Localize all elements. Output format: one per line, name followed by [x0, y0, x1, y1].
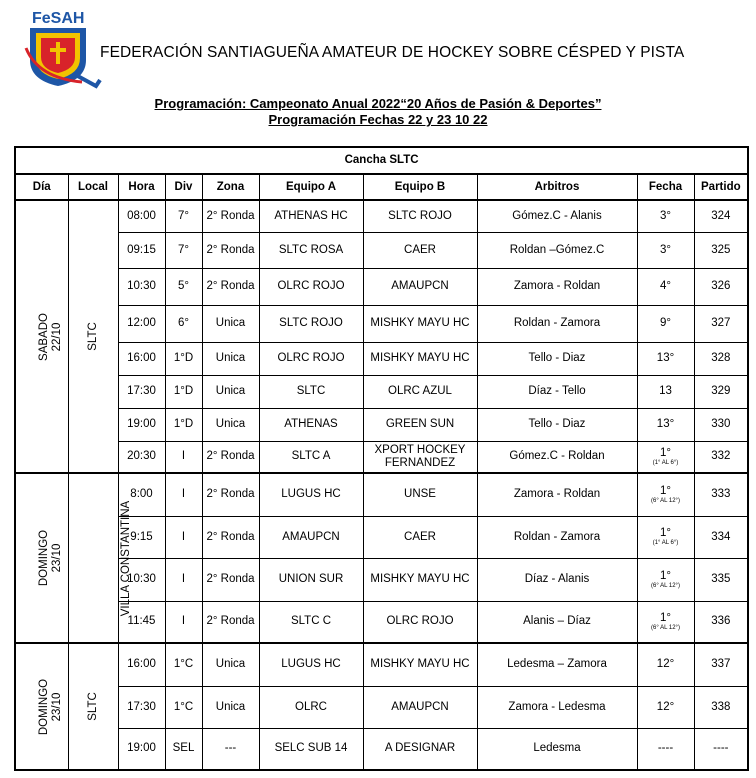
hora-text: 19:00 — [127, 418, 156, 430]
arbitros-text: Díaz - Tello — [528, 385, 586, 397]
arbitros-cell — [477, 516, 637, 558]
zona-cell — [202, 728, 259, 770]
fecha-text: 1° — [660, 611, 671, 624]
partido-cell — [694, 200, 748, 232]
hora-text: 10:30 — [127, 280, 156, 292]
arbitros-cell — [477, 375, 637, 408]
arbitros-cell — [477, 728, 637, 770]
equipo-b-text: MISHKY MAYU HC — [370, 317, 470, 329]
schedule-table — [14, 146, 749, 771]
fecha-cell — [637, 516, 694, 558]
hora-cell — [118, 342, 165, 375]
hora-text: 11:45 — [127, 615, 156, 628]
arbitros-cell — [477, 441, 637, 473]
partido-text: 336 — [711, 615, 731, 628]
equipo-b-cell — [363, 516, 477, 558]
equipo-a-text: SLTC ROSA — [278, 243, 344, 256]
fecha-text: 12° — [656, 700, 675, 713]
equipo-b-text: CAER — [404, 530, 436, 543]
fecha-cell — [637, 305, 694, 342]
div-text: 1°C — [173, 658, 194, 671]
zona-cell — [202, 342, 259, 375]
arbitros-cell — [477, 558, 637, 601]
local-label: SLTC — [86, 692, 99, 721]
partido-cell — [694, 686, 748, 728]
fecha-text: 1° — [660, 569, 671, 582]
hora-text: 08:00 — [127, 209, 156, 222]
table-row — [15, 441, 748, 473]
local-label: SLTC — [86, 322, 99, 351]
equipo-b-text: CAER — [404, 243, 436, 256]
arbitros-text: Ledesma — [533, 742, 581, 755]
fecha-text: 1° — [660, 484, 671, 497]
zona-text: 2° Ronda — [206, 573, 255, 585]
zona-text: Unica — [215, 385, 246, 397]
table-row — [15, 375, 748, 408]
arbitros-text: Zamora - Ledesma — [508, 700, 606, 713]
equipo-b-text: MISHKY MAYU HC — [370, 573, 470, 585]
zona-text: 2° Ronda — [206, 209, 255, 222]
arbitros-cell — [477, 342, 637, 375]
zona-text: 2° Ronda — [206, 615, 255, 628]
arbitros-text: Gómez.C - Alanis — [512, 209, 602, 222]
hora-text: 09:15 — [127, 243, 156, 256]
equipo-b-text: MISHKY MAYU HC — [370, 352, 470, 364]
equipo-a-cell — [259, 601, 363, 643]
equipo-b-cell — [363, 342, 477, 375]
equipo-a-text: ATHENAS — [284, 418, 338, 430]
column-header: Div — [165, 174, 202, 200]
table-row — [15, 305, 748, 342]
fecha-cell — [637, 686, 694, 728]
arbitros-cell — [477, 473, 637, 516]
hora-cell — [118, 728, 165, 770]
equipo-b-cell — [363, 728, 477, 770]
table-row — [15, 200, 748, 232]
hora-text: 17:30 — [127, 385, 156, 397]
fecha-text: ---- — [657, 742, 674, 755]
equipo-b-cell — [363, 232, 477, 268]
div-cell — [165, 268, 202, 305]
hora-text: 10:30 — [127, 573, 156, 585]
div-cell — [165, 408, 202, 441]
arbitros-text: Roldan –Gómez.C — [509, 243, 605, 256]
equipo-a-text: SLTC — [296, 385, 326, 397]
fecha-text: 1° — [660, 527, 671, 539]
div-cell — [165, 728, 202, 770]
equipo-b-text: XPORT HOCKEY FERNANDEZ — [374, 443, 466, 469]
div-text: 6° — [178, 317, 189, 329]
equipo-a-text: AMAUPCN — [282, 530, 340, 543]
schedule-body — [15, 200, 748, 770]
hora-cell — [118, 408, 165, 441]
partido-cell — [694, 342, 748, 375]
equipo-a-cell — [259, 558, 363, 601]
partido-cell — [694, 268, 748, 305]
equipo-b-text: UNSE — [404, 488, 436, 501]
zona-text: 2° Ronda — [206, 243, 255, 256]
partido-cell — [694, 558, 748, 601]
div-cell — [165, 643, 202, 686]
hora-text: 19:00 — [127, 742, 156, 755]
fecha-text: 3° — [660, 243, 671, 256]
arbitros-cell — [477, 268, 637, 305]
local-cell — [68, 473, 132, 643]
arbitros-cell — [477, 305, 637, 342]
fecha-text: 3° — [660, 209, 671, 222]
zona-cell — [202, 200, 259, 232]
table-row — [15, 728, 748, 770]
equipo-a-cell — [259, 473, 363, 516]
fecha-cell — [637, 728, 694, 770]
fecha-note: (6° AL 12°) — [651, 624, 680, 631]
local-label: VILLA CONSTANTINA — [119, 500, 132, 616]
local-cell — [68, 643, 118, 770]
equipo-a-cell — [259, 728, 363, 770]
equipo-b-text: AMAUPCN — [391, 280, 449, 292]
fecha-cell — [637, 268, 694, 305]
equipo-b-text: GREEN SUN — [385, 418, 455, 430]
zona-text: Unica — [215, 317, 246, 329]
table-row — [15, 268, 748, 305]
title-line-2: Programación Fechas 22 y 23 10 22 — [268, 112, 488, 127]
div-cell — [165, 473, 202, 516]
fecha-note: (1° AL 6°) — [652, 540, 679, 546]
arbitros-cell — [477, 686, 637, 728]
cancha-header: Cancha SLTC — [15, 147, 748, 174]
equipo-a-text: SELC SUB 14 — [274, 742, 348, 755]
partido-cell — [694, 643, 748, 686]
column-header: Arbitros — [477, 174, 637, 200]
equipo-b-cell — [363, 686, 477, 728]
div-cell — [165, 375, 202, 408]
div-text: I — [181, 488, 186, 501]
arbitros-text: Roldan - Zamora — [513, 317, 601, 329]
div-text: 1°C — [173, 700, 194, 713]
zona-text: Unica — [215, 658, 246, 671]
table-row — [15, 342, 748, 375]
hora-text: 16:00 — [127, 658, 156, 671]
fecha-text: 1° — [660, 446, 671, 459]
title-line-1: Programación: Campeonato Anual 2022“20 Años de Pasión & Deportes” — [154, 96, 602, 111]
hora-text: 17:30 — [127, 700, 156, 713]
hora-cell — [118, 305, 165, 342]
zona-text: Unica — [215, 352, 246, 364]
arbitros-text: Roldan - Zamora — [513, 530, 601, 543]
div-text: I — [181, 450, 186, 463]
equipo-b-cell — [363, 473, 477, 516]
partido-text: 329 — [711, 385, 731, 397]
partido-text: 338 — [711, 700, 731, 713]
column-header: Fecha — [637, 174, 694, 200]
column-header: Equipo B — [363, 174, 477, 200]
zona-text: Unica — [215, 700, 246, 713]
partido-text: 335 — [711, 573, 731, 585]
fecha-text: 13° — [656, 352, 675, 364]
partido-text: 326 — [711, 280, 731, 292]
dia-label: DOMINGO 23/10 — [38, 529, 63, 587]
column-header: Día — [15, 174, 68, 200]
div-text: 1°D — [173, 418, 194, 430]
equipo-b-cell — [363, 441, 477, 473]
dia-label: SABADO 22/10 — [38, 312, 63, 361]
equipo-a-text: UNION SUR — [278, 573, 344, 585]
div-text: 1°D — [173, 385, 194, 397]
equipo-a-cell — [259, 342, 363, 375]
fecha-cell — [637, 643, 694, 686]
partido-text: ---- — [713, 742, 729, 755]
zona-text: 2° Ronda — [206, 530, 255, 543]
equipo-b-cell — [363, 200, 477, 232]
table-row — [15, 643, 748, 686]
div-cell — [165, 342, 202, 375]
fecha-text: 13 — [659, 385, 672, 397]
equipo-a-cell — [259, 516, 363, 558]
equipo-b-cell — [363, 558, 477, 601]
partido-text: 324 — [711, 209, 731, 222]
partido-cell — [694, 232, 748, 268]
equipo-a-text: LUGUS HC — [281, 658, 341, 671]
partido-cell — [694, 408, 748, 441]
table-row — [15, 232, 748, 268]
fecha-cell — [637, 473, 694, 516]
hora-text: 16:00 — [127, 352, 156, 364]
arbitros-text: Zamora - Roldan — [513, 488, 601, 501]
document-titles — [0, 96, 756, 128]
equipo-b-text: OLRC ROJO — [386, 615, 454, 628]
equipo-b-text: SLTC ROJO — [388, 209, 452, 222]
partido-text: 325 — [711, 243, 731, 256]
fecha-cell — [637, 375, 694, 408]
hora-cell — [118, 268, 165, 305]
equipo-a-cell — [259, 408, 363, 441]
equipo-a-cell — [259, 305, 363, 342]
equipo-a-text: SLTC A — [291, 450, 331, 463]
equipo-b-cell — [363, 268, 477, 305]
arbitros-cell — [477, 643, 637, 686]
div-cell — [165, 601, 202, 643]
fecha-cell — [637, 408, 694, 441]
zona-cell — [202, 643, 259, 686]
zona-cell — [202, 473, 259, 516]
hora-text: 12:00 — [127, 317, 156, 329]
table-row — [15, 686, 748, 728]
equipo-b-text: OLRC AZUL — [388, 385, 452, 397]
equipo-b-text: MISHKY MAYU HC — [370, 658, 470, 671]
partido-cell — [694, 305, 748, 342]
header — [0, 0, 756, 95]
fecha-cell — [637, 601, 694, 643]
partido-text: 327 — [711, 317, 731, 329]
partido-text: 337 — [711, 658, 731, 671]
div-text: 5° — [178, 280, 189, 292]
equipo-a-cell — [259, 375, 363, 408]
equipo-a-cell — [259, 643, 363, 686]
div-text: I — [181, 615, 186, 628]
div-cell — [165, 200, 202, 232]
equipo-a-cell — [259, 686, 363, 728]
zona-cell — [202, 375, 259, 408]
partido-cell — [694, 728, 748, 770]
equipo-a-text: OLRC ROJO — [277, 352, 345, 364]
table-row — [15, 408, 748, 441]
equipo-b-text: A DESIGNAR — [384, 742, 456, 755]
arbitros-text: Díaz - Alanis — [524, 573, 590, 585]
hora-cell — [118, 441, 165, 473]
fecha-cell — [637, 200, 694, 232]
fecha-cell — [637, 558, 694, 601]
div-text: 1°D — [173, 352, 194, 364]
partido-cell — [694, 441, 748, 473]
fecha-text: 12° — [656, 658, 675, 671]
hora-cell — [118, 686, 165, 728]
column-header: Zona — [202, 174, 259, 200]
zona-text: Unica — [215, 418, 246, 430]
equipo-b-cell — [363, 601, 477, 643]
column-header: Hora — [118, 174, 165, 200]
div-text: I — [181, 573, 186, 585]
fecha-text: 4° — [660, 280, 671, 292]
equipo-a-text: ATHENAS HC — [274, 209, 348, 222]
arbitros-text: Tello - Diaz — [528, 418, 586, 430]
zona-text: --- — [224, 742, 237, 755]
zona-cell — [202, 558, 259, 601]
partido-cell — [694, 516, 748, 558]
equipo-b-text: AMAUPCN — [391, 700, 449, 713]
fecha-note: (6° AL 12°) — [651, 582, 680, 589]
equipo-b-cell — [363, 643, 477, 686]
federation-name: FEDERACIÓN SANTIAGUEÑA AMATEUR DE HOCKEY SOBRE CÉSPED Y PISTA — [100, 44, 685, 61]
partido-text: 333 — [711, 488, 731, 501]
partido-cell — [694, 473, 748, 516]
div-cell — [165, 686, 202, 728]
zona-cell — [202, 305, 259, 342]
zona-text: 2° Ronda — [206, 488, 255, 501]
logo-text: FeSAH — [32, 10, 85, 27]
fecha-note: (1° AL 6°) — [652, 459, 679, 466]
fecha-cell — [637, 441, 694, 473]
div-cell — [165, 558, 202, 601]
dia-cell — [15, 473, 68, 643]
zona-text: 2° Ronda — [206, 450, 255, 463]
arbitros-text: Zamora - Roldan — [513, 280, 601, 292]
hora-cell — [118, 200, 165, 232]
equipo-a-text: OLRC ROJO — [277, 280, 345, 292]
hora-text: 8:00 — [130, 488, 153, 501]
zona-cell — [202, 441, 259, 473]
arbitros-cell — [477, 408, 637, 441]
local-cell — [68, 200, 118, 473]
equipo-a-cell — [259, 268, 363, 305]
fecha-text: 13° — [656, 418, 675, 430]
arbitros-text: Gómez.C - Roldan — [509, 450, 605, 463]
partido-cell — [694, 601, 748, 643]
column-header: Local — [68, 174, 118, 200]
zona-cell — [202, 232, 259, 268]
fecha-text: 9° — [660, 317, 671, 329]
partido-text: 330 — [711, 418, 731, 430]
hora-text: 20:30 — [127, 450, 156, 463]
dia-label: DOMINGO 23/10 — [38, 678, 63, 735]
zona-cell — [202, 686, 259, 728]
div-text: 7° — [178, 209, 189, 222]
equipo-a-cell — [259, 441, 363, 473]
equipo-a-text: LUGUS HC — [281, 488, 341, 501]
equipo-a-text: OLRC — [295, 700, 327, 713]
hora-cell — [118, 232, 165, 268]
equipo-a-cell — [259, 200, 363, 232]
hora-cell — [118, 375, 165, 408]
fesah-logo — [24, 8, 102, 88]
arbitros-cell — [477, 200, 637, 232]
fecha-cell — [637, 342, 694, 375]
dia-cell — [15, 200, 68, 473]
dia-cell — [15, 643, 68, 770]
equipo-b-cell — [363, 305, 477, 342]
div-cell — [165, 516, 202, 558]
equipo-b-cell — [363, 408, 477, 441]
equipo-a-text: SLTC ROJO — [279, 317, 343, 329]
partido-text: 332 — [711, 450, 731, 463]
arbitros-text: Alanis – Díaz — [523, 615, 591, 628]
div-cell — [165, 441, 202, 473]
partido-text: 334 — [711, 530, 731, 543]
zona-text: 2° Ronda — [206, 280, 255, 292]
zona-cell — [202, 268, 259, 305]
arbitros-cell — [477, 601, 637, 643]
zona-cell — [202, 408, 259, 441]
hora-cell — [118, 643, 165, 686]
zona-cell — [202, 516, 259, 558]
fecha-cell — [637, 232, 694, 268]
column-header: Equipo A — [259, 174, 363, 200]
table-row — [15, 473, 748, 516]
zona-cell — [202, 601, 259, 643]
arbitros-text: Ledesma – Zamora — [507, 658, 607, 671]
div-text: SEL — [172, 742, 195, 755]
div-text: I — [181, 530, 186, 543]
equipo-b-cell — [363, 375, 477, 408]
equipo-a-text: SLTC C — [290, 615, 332, 628]
div-text: 7° — [178, 243, 189, 256]
column-header: Partido — [694, 174, 748, 200]
column-header-row — [15, 174, 748, 200]
equipo-a-cell — [259, 232, 363, 268]
fecha-note: (6° AL 12°) — [651, 497, 680, 504]
partido-cell — [694, 375, 748, 408]
div-cell — [165, 305, 202, 342]
partido-text: 328 — [711, 352, 731, 364]
arbitros-cell — [477, 232, 637, 268]
div-cell — [165, 232, 202, 268]
hora-text: 9:15 — [130, 530, 153, 543]
arbitros-text: Tello - Diaz — [528, 352, 586, 364]
